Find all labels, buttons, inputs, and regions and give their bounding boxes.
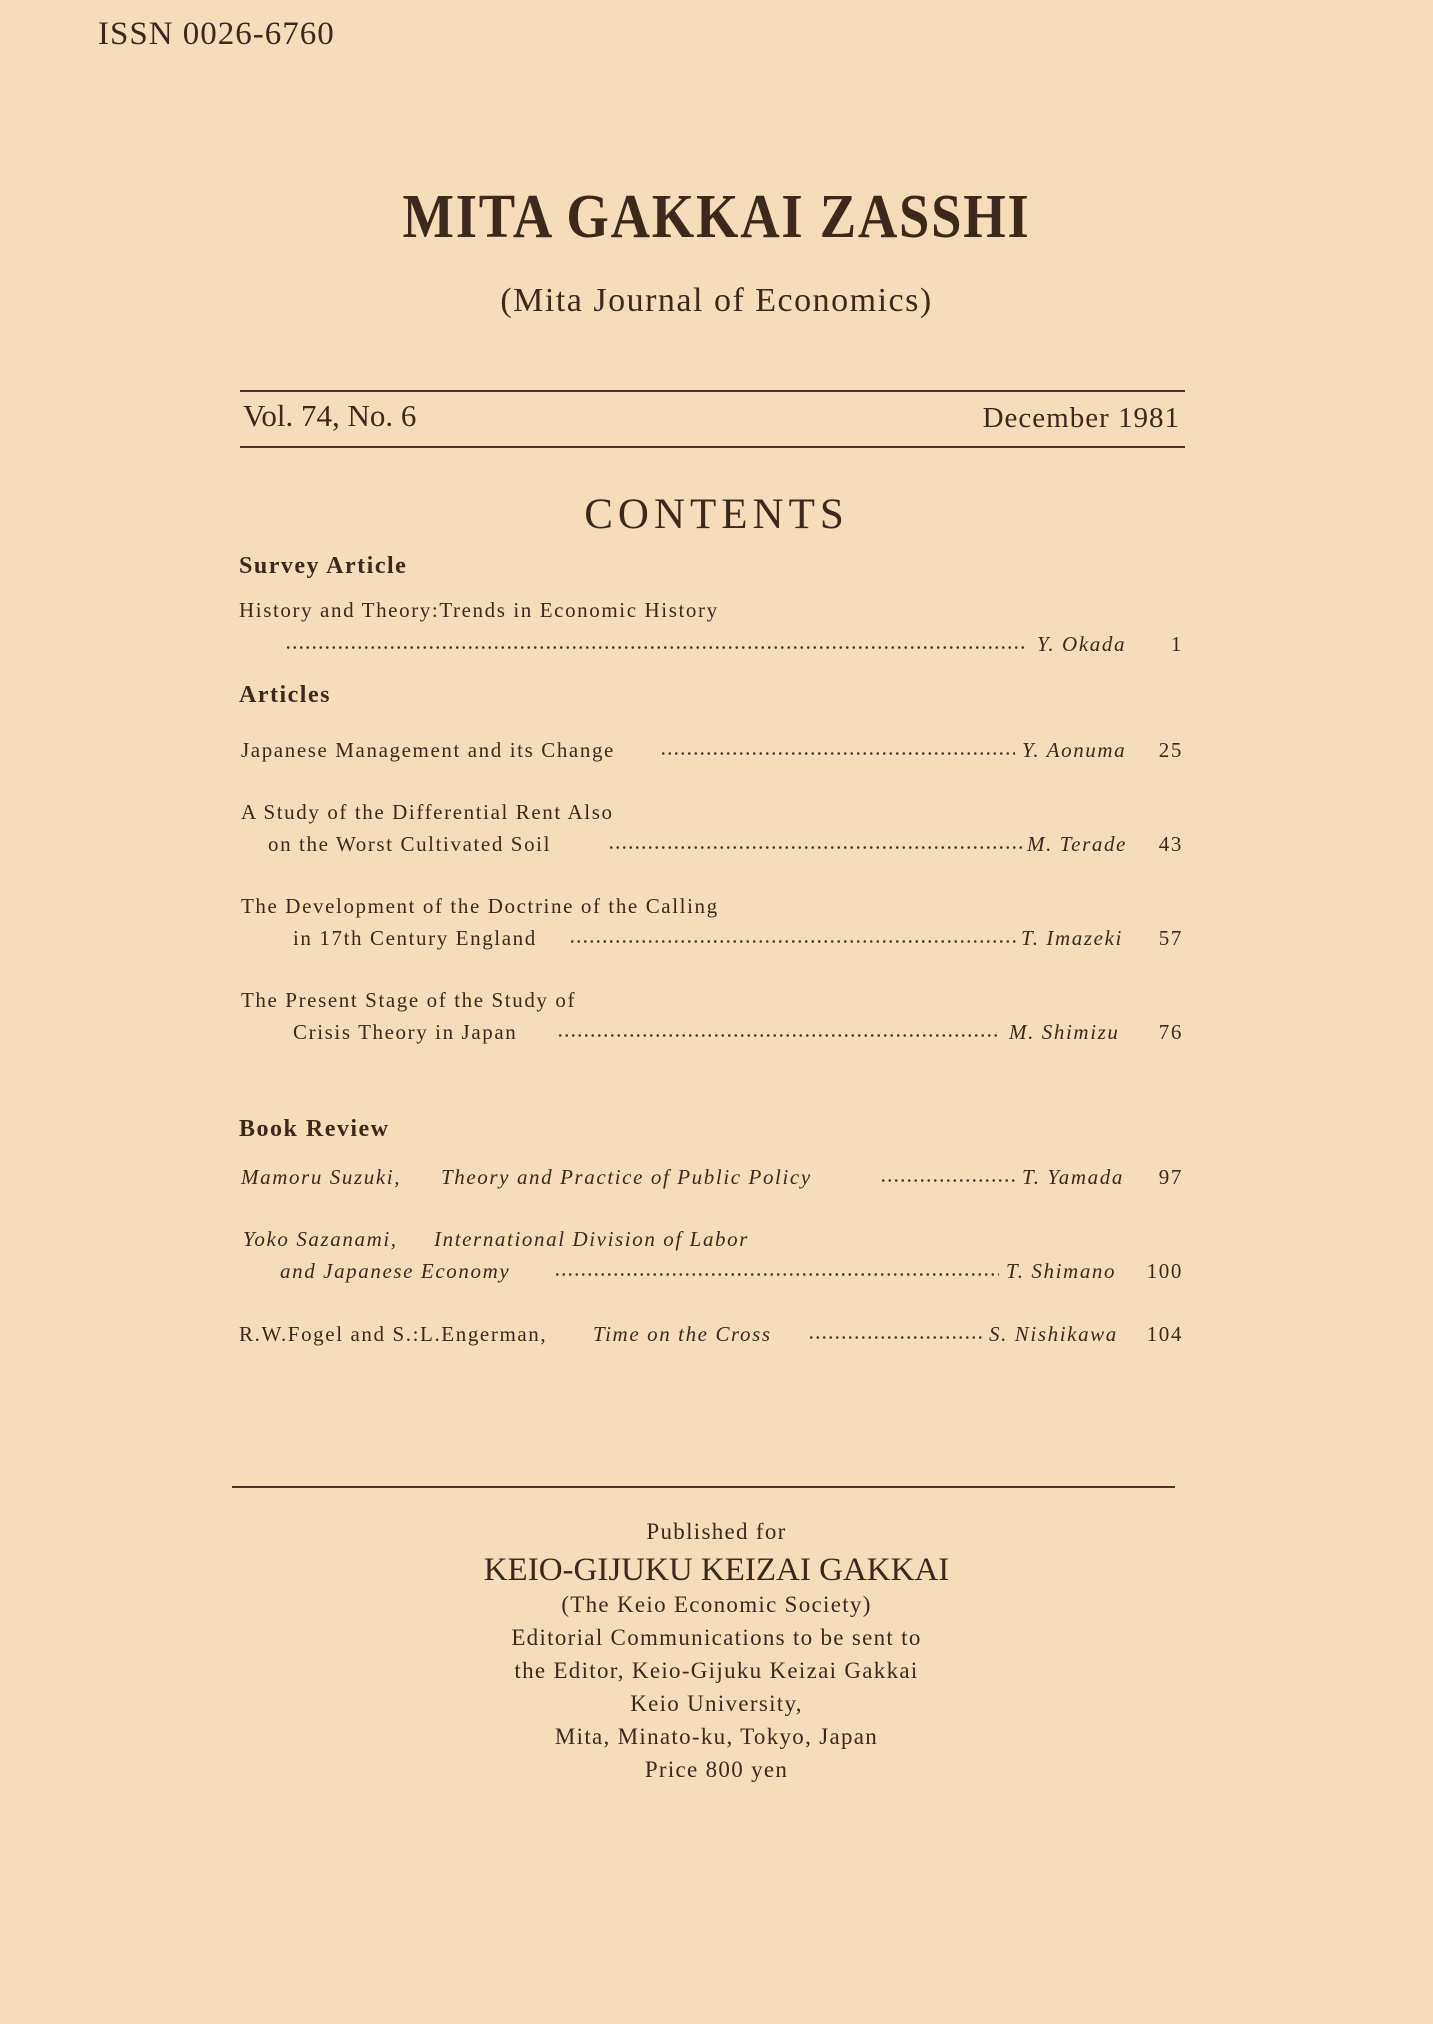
reviewed-book-title: Theory and Practice of Public Policy	[441, 1165, 812, 1189]
toc-entry[interactable]	[0, 1227, 1433, 1261]
entry-page: 1	[1170, 632, 1183, 656]
dot-leader	[285, 646, 1025, 649]
dot-leader	[880, 1179, 1015, 1182]
entry-title-line2: in 17th Century England	[293, 926, 537, 950]
editorial-note: Editorial Communications to be sent to	[511, 1625, 922, 1650]
entry-author: T. Yamada	[1022, 1165, 1124, 1189]
entry-page: 25	[1158, 738, 1183, 762]
dot-leader	[554, 1273, 999, 1276]
entry-author: Y. Aonuma	[1022, 738, 1127, 762]
entry-title-line2: on the Worst Cultivated Soil	[268, 832, 552, 856]
top-divider	[240, 390, 1185, 392]
society-name: (The Keio Economic Society)	[561, 1592, 872, 1617]
toc-entry-continuation	[0, 926, 1433, 960]
toc-entry[interactable]	[0, 894, 1433, 928]
toc-entry[interactable]	[0, 738, 1433, 772]
dot-leader	[808, 1336, 983, 1339]
editorial-address: the Editor, Keio-Gijuku Keizai Gakkai	[514, 1658, 919, 1683]
dot-leader	[660, 752, 1015, 755]
dot-leader	[608, 846, 1026, 849]
entry-title: Japanese Management and its Change	[241, 738, 615, 762]
entry-page: 104	[1146, 1322, 1183, 1346]
toc-entry-continuation	[0, 632, 1433, 666]
toc-entry[interactable]	[0, 988, 1433, 1022]
entry-page: 100	[1146, 1259, 1183, 1283]
reviewed-book-title-line1: International Division of Labor	[434, 1227, 750, 1251]
entry-page: 57	[1158, 926, 1183, 950]
entry-title-line1: A Study of the Differential Rent Also	[241, 800, 614, 824]
section-heading-survey: Survey Article	[239, 553, 408, 579]
entry-author: T. Imazeki	[1021, 926, 1123, 950]
university: Keio University,	[630, 1691, 803, 1716]
section-heading-articles: Articles	[239, 682, 331, 708]
entry-page: 43	[1158, 832, 1183, 856]
entry-author: M. Terade	[1027, 832, 1127, 856]
footer-divider	[232, 1486, 1175, 1488]
toc-entry-continuation	[0, 1259, 1433, 1293]
journal-title: MITA GAKKAI ZASSHI	[402, 183, 1031, 251]
published-for: Published for	[646, 1519, 787, 1544]
entry-page: 76	[1158, 1020, 1183, 1044]
entry-author: T. Shimano	[1006, 1259, 1117, 1283]
entry-page: 97	[1158, 1165, 1183, 1189]
toc-entry-continuation	[0, 1020, 1433, 1054]
entry-title-line2: Crisis Theory in Japan	[293, 1020, 518, 1044]
toc-entry[interactable]	[0, 1165, 1433, 1199]
contents-heading: CONTENTS	[584, 491, 849, 538]
issue-date: December 1981	[982, 402, 1180, 434]
entry-author: S. Nishikawa	[989, 1322, 1118, 1346]
reviewed-book-author: Yoko Sazanami,	[243, 1227, 398, 1251]
toc-entry[interactable]	[0, 1322, 1433, 1356]
section-heading-book-review: Book Review	[239, 1116, 390, 1142]
reviewed-book-author: Mamoru Suzuki,	[241, 1165, 402, 1189]
issn-number: ISSN 0026-6760	[98, 16, 335, 52]
volume-number: Vol. 74, No. 6	[243, 398, 417, 433]
dot-leader	[569, 940, 1019, 943]
toc-entry[interactable]	[0, 800, 1433, 834]
reviewed-book-title-line2: and Japanese Economy	[280, 1259, 511, 1283]
reviewed-book-title: Time on the Cross	[593, 1322, 772, 1346]
entry-title: History and Theory:Trends in Economic History	[239, 598, 719, 622]
entry-author: Y. Okada	[1037, 632, 1127, 656]
address: Mita, Minato-ku, Tokyo, Japan	[554, 1724, 879, 1749]
journal-subtitle: (Mita Journal of Economics)	[500, 282, 933, 319]
entry-title-line1: The Development of the Doctrine of the Calling	[241, 894, 719, 918]
entry-title-line1: The Present Stage of the Study of	[241, 988, 577, 1012]
dot-leader	[557, 1034, 1000, 1037]
reviewed-book-author: R.W.Fogel and S.:L.Engerman,	[239, 1322, 548, 1346]
price: Price 800 yen	[644, 1757, 789, 1782]
toc-entry[interactable]	[0, 598, 1433, 632]
toc-entry-continuation	[0, 832, 1433, 866]
volume-divider	[240, 446, 1185, 448]
publisher-name: KEIO-GIJUKU KEIZAI GAKKAI	[483, 1552, 950, 1588]
entry-author: M. Shimizu	[1009, 1020, 1120, 1044]
